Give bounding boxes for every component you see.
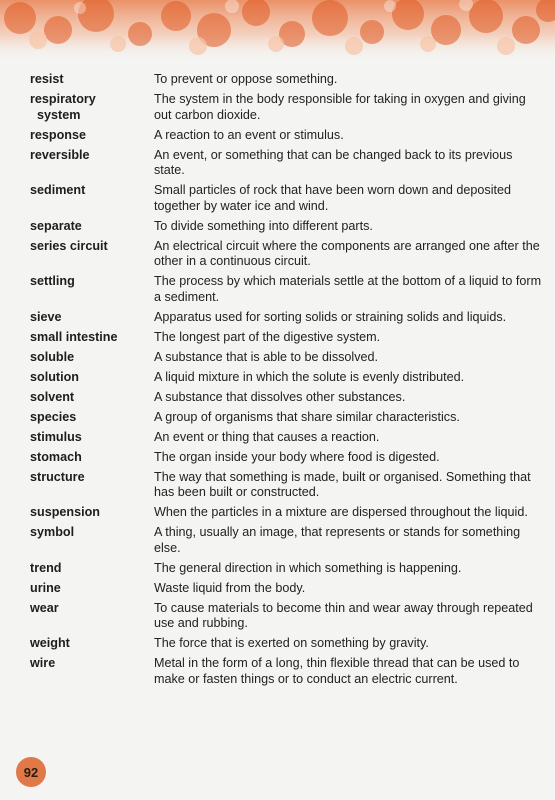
glossary-definition: The longest part of the digestive system. xyxy=(154,329,381,344)
glossary-definition: When the particles in a mixture are dispersed throughout the liquid. xyxy=(154,505,528,519)
glossary-term-text: soluble xyxy=(30,349,75,364)
glossary-definition: The way that something is made, built or organised. Something that has been built or constructed. xyxy=(154,469,531,499)
glossary-term-text: symbol xyxy=(30,525,75,539)
glossary-term xyxy=(30,390,154,406)
glossary-entry xyxy=(30,239,542,270)
glossary-entry xyxy=(30,525,542,556)
glossary-term xyxy=(30,450,154,466)
glossary-term-text: respiratory xyxy=(30,92,96,106)
glossary-term-text: sediment xyxy=(30,183,86,197)
glossary-term xyxy=(30,92,154,123)
glossary-entry xyxy=(30,183,542,214)
glossary-term-text: urine xyxy=(30,580,61,595)
glossary-definition: A substance that dissolves other substances. xyxy=(154,389,406,404)
glossary-term-text: stomach xyxy=(30,449,82,464)
glossary-entry xyxy=(30,350,542,366)
page-number-badge xyxy=(16,757,46,787)
glossary-entry xyxy=(30,656,542,687)
glossary-definition: An event or thing that causes a reaction. xyxy=(154,429,380,444)
glossary-entry xyxy=(30,390,542,406)
glossary-entry xyxy=(30,148,542,179)
glossary-definition: An event, or something that can be changed back to its previous state. xyxy=(154,147,513,177)
glossary-term xyxy=(30,310,154,326)
glossary-term xyxy=(30,239,154,255)
glossary-term xyxy=(30,128,154,144)
glossary-definition: A thing, usually an image, that represents or stands for something else. xyxy=(154,525,521,555)
glossary-definition: The process by which materials settle at the bottom of a liquid to form a sediment. xyxy=(154,274,542,304)
glossary-term xyxy=(30,183,154,199)
glossary-entry xyxy=(30,92,542,123)
glossary-term-text: series circuit xyxy=(30,238,108,253)
glossary-term xyxy=(30,656,154,672)
glossary-definition: Waste liquid from the body. xyxy=(154,580,306,595)
glossary-definition: To cause materials to become thin and wear away through repeated use and rubbing. xyxy=(154,600,533,630)
glossary-term-text: settling xyxy=(30,274,75,288)
glossary-entry xyxy=(30,72,542,88)
glossary-term-text: weight xyxy=(30,636,70,650)
glossary-entry xyxy=(30,430,542,446)
glossary-term-text: stimulus xyxy=(30,429,82,444)
glossary-definition: A reaction to an event or stimulus. xyxy=(154,127,344,142)
glossary-definition: To prevent or oppose something. xyxy=(154,72,338,86)
glossary-term-text: wire xyxy=(30,656,56,670)
glossary-term xyxy=(30,561,154,577)
glossary-entry xyxy=(30,636,542,652)
glossary-term-text: trend xyxy=(30,560,62,575)
decorative-bubble-banner xyxy=(0,0,555,62)
glossary-term xyxy=(30,601,154,617)
glossary-term xyxy=(30,274,154,290)
glossary-definition: A substance that is able to be dissolved. xyxy=(154,349,379,364)
glossary-entry xyxy=(30,310,542,326)
glossary-term-text: small intestine xyxy=(30,329,118,344)
bubble-pattern-graphic xyxy=(0,0,555,62)
glossary-entry xyxy=(30,330,542,346)
glossary-entry xyxy=(30,274,542,305)
glossary-definition: Small particles of rock that have been worn down and deposited together by water ice and wind. xyxy=(154,183,512,213)
glossary-term xyxy=(30,370,154,386)
glossary-term xyxy=(30,72,154,88)
glossary-term xyxy=(30,219,154,235)
glossary-definition: To divide something into different parts. xyxy=(154,218,373,233)
glossary-term xyxy=(30,525,154,541)
glossary-term-text: solution xyxy=(30,369,79,384)
glossary-term-text: wear xyxy=(30,600,59,615)
glossary-definition: The system in the body responsible for taking in oxygen and giving out carbon dioxide. xyxy=(154,92,526,122)
glossary-definition: The organ inside your body where food is digested. xyxy=(154,449,440,464)
glossary-term-text-line2: system xyxy=(37,107,81,122)
glossary-term-text: solvent xyxy=(30,389,75,404)
glossary-entry xyxy=(30,561,542,577)
glossary-term-text: reversible xyxy=(30,147,90,162)
glossary-list xyxy=(30,72,542,692)
glossary-entry xyxy=(30,581,542,597)
glossary-entry xyxy=(30,128,542,144)
glossary-entry xyxy=(30,219,542,235)
glossary-entry xyxy=(30,370,542,386)
glossary-definition: Metal in the form of a long, thin flexible thread that can be used to make or fasten things or to conduct an electric current. xyxy=(154,656,520,686)
glossary-definition: Apparatus used for sorting solids or straining solids and liquids. xyxy=(154,309,507,324)
glossary-term-text: structure xyxy=(30,469,85,484)
glossary-term xyxy=(30,505,154,521)
glossary-term-text: sieve xyxy=(30,309,62,324)
glossary-term xyxy=(30,350,154,366)
glossary-term xyxy=(30,470,154,486)
glossary-term xyxy=(30,581,154,597)
glossary-definition: A liquid mixture in which the solute is evenly distributed. xyxy=(154,369,465,384)
glossary-term-text: separate xyxy=(30,218,82,233)
glossary-term-text: resist xyxy=(30,72,64,86)
glossary-entry xyxy=(30,450,542,466)
glossary-term-text: response xyxy=(30,127,86,142)
glossary-entry xyxy=(30,505,542,521)
glossary-term-text: suspension xyxy=(30,505,100,519)
glossary-term xyxy=(30,330,154,346)
glossary-definition: The force that is exerted on something by gravity. xyxy=(154,636,429,650)
glossary-term xyxy=(30,636,154,652)
glossary-entry xyxy=(30,601,542,632)
glossary-term xyxy=(30,410,154,426)
page-number: 92 xyxy=(23,764,39,780)
glossary-definition: The general direction in which something is happening. xyxy=(154,560,462,575)
glossary-term xyxy=(30,148,154,164)
glossary-term xyxy=(30,430,154,446)
glossary-definition: A group of organisms that share similar characteristics. xyxy=(154,409,460,424)
glossary-entry xyxy=(30,410,542,426)
glossary-term-text: species xyxy=(30,409,77,424)
glossary-entry xyxy=(30,470,542,501)
glossary-definition: An electrical circuit where the components are arranged one after the other in a continuous circuit. xyxy=(154,238,540,268)
